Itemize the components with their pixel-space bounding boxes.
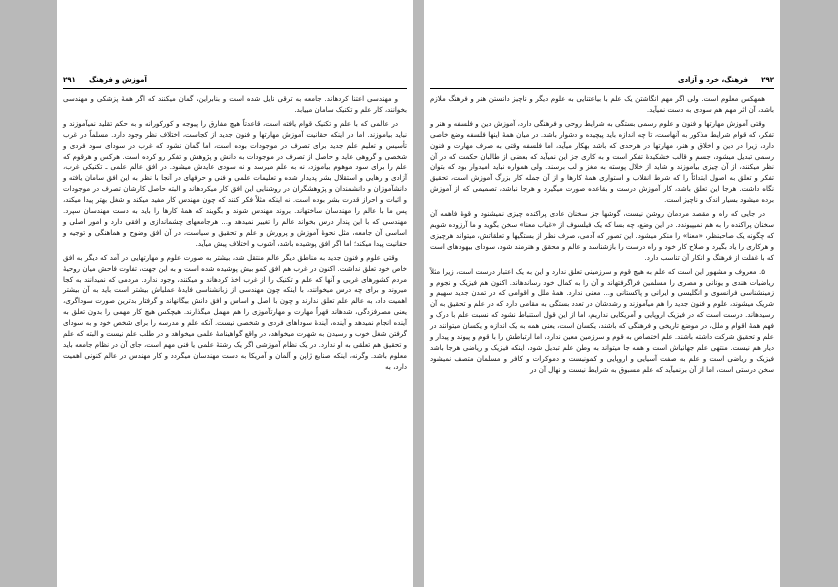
left-page-header (63, 74, 407, 89)
paragraph: در جایی که راه و مقصد مردمان روشن نیست، گوشها جز سخنان عادی پراکنده چیزی نمیشنود و قوهٔ فاهمه آن سخنان پراکنده را به هم نمیپیوندد. در این وضع، چه بسا که یک فیلسوف از «غیاب معنا» سخن بگوید و ما آرزوده شویم که چگونه یک صاحبنظر، «معنا» را منکر میشود. این تصور که آدمی، صرف نظر از بستگیها و تعلقاتش، میتواند هرچیزی و هرکاری را یاد بگیرد و صلاح کار خود و راه درست را بازشناسد و عالم و محقق و هنرمند شود، سودای بیهودهای است که با غفلت از فرهنگ و انکار آن تناسب دارد. (430, 209, 774, 262)
paragraph: وقتی علوم و فنون جدید به مناطق دیگر عالم منتقل شد، بیشتر به صورت علوم و مهارتهایی در آمد که دیگر به افق خاص خود تعلق نداشت. اکنون در غرب هم افق کمو بیش پوشیده شده است و به این جهت، تفاوت فاحش میان روحیهٔ مردم کشورهای غربی و آنها که علم و تکنیک را از غرب اخذ کردهاند و میکنند، وجود ندارد. مردمی که نمیدانند به کجا میروند و برای چه درس میخوانند، با اینکه چون مهندسی از زبانشناسی فایدهٔ عملیاش بیشتر است باید به آن بیشتر اهمیت داد، به عالم علم تعلق ندارند و چون با اصل و اساس و افق دانش بیگانهاند و گرفتار بدترین صورت سوداگری، یعنی مصرفزدگی، شدهاند قهراً مهارت و مهارتآموزی را هم مهمل میگذارند. هیچکس هیچ کار مهمی را بدون تعلق به آینده انجام نمیدهد و آینده، آیندهٔ سوداهای فردی و شخصی نیست. آنکه علم و مدرسه را برای شخص خود و به سودای گرفتن شغل خوب و رسیدن به شهرت میخواهد، در واقع گواهینامهٔ علمی میخواهد و در طلب علم نیست و البته که علم و تحقیق هم تعلقی به او ندارد. در یک نظام آموزشی اگر یک رشتهٔ علمی یا فنی مهم است، جای آن در نظام جامعه باید معلوم باشد. وگرنه، اینکه صنایع ژاپن و آلمان و آمریکا به دست مهندسان میگردد و کار مهندس در عالم کنونی اهمیت دارد، به (63, 252, 407, 371)
paragraph: وقتی آموزش مهارتها و فنون و علوم رسمی بستگی به شرایط روحی و فرهنگی دارد، آموزش دین و فلسفه و هنر و تفکر، که قوام شرایط مذکور به آنهاست، تا چه اندازه باید پیچیده و دشوار باشد. در میان همهٔ اینها فلسفه وضع خاصی دارد، زیرا در دین و اخلاق و هنر، مهارتها در هرحدی که باشد بهکار میآید، اما فلسفه وقتی به صرف مهارت و فنون رسمی تبدیل میشود، جسم و قالب خشکیدهٔ تفکر است و به کاری جز این نمیآید که بعضی از طالبان حکمت که در آن نظر میکنند، از آن چیزی بیاموزند و شاید از خلال پوسته به مغز و لب برسند. ولی همواره نباید امیدوار بود که بتوان تفکر و تعلق به اصول ابتدائاً را که شرط انقلاب و استواری همهٔ کارها و از آن جمله کار بزرگ آموزش است، تحقیق نگاه داشت. هرجا این تعلق باشد، کار آموزش درست و بقاعده صورت میگیرد و هرجا نباشد، تصمیمی که از آموزش برده میشود بسیار اندک و ناچیز است. (430, 118, 774, 205)
paragraph: همهکس معلوم است. ولی اگر مهم انگاشتن یک علم با بیاعتنایی به علوم دیگر و ناچیز دانستن هنر و فرهنگ ملازم باشد، آن اثر مهم هم سودی به دست نمیآید. (430, 94, 774, 114)
paragraph: در عالمی که با علم و تکنیک قوام یافته است، قاعدتاً هیچ مفارق را پیوجه و کورکورانه و به حکم تقلید نمیآموزند و نباید بیاموزند. اما در اینکه حقانیت آموزش مهارتها و فنون جدید از کجاست، اختلاف نظر وجود دارد. مسلماً در غرب تأسیس و تعلیم علم جدید برای تصرف در موجودات بوده است، اما گمان نشود که غرب در سودای سود فردی و شخصی و گروهی عاید و حاصل از تصرف در موجودات به دانش و پژوهش و تفکر رو کرده است. هرکس و هرقوم که علم را برای سود موهوم بیاموزد، نه به علم میرسد و نه سودی عایدش میشود. در افق عالم علمی ـ تکنیکی غرب، آزادی و رهایی و استقلال بشر پدیدار شده و تعلیمات علمی و فنی و حرفهای در آنجا با نظر به این افق سامان یافته و دانشآموزان و دانشمندان و پژوهشگران در روشنایی این افق کار میکردهاند و البته حاصل کارشان تصرف در موجودات و اثبات و احراز قدرت بشر بوده است. نه اینکه مثلاً فکر کنند که چون مهندس کار مفید میکند و شغل بهتر پیدا میکند، پس ما با عالم را مهندسان ساختهاند. بروند مهندس شوند و بگویند که همهٔ کارها را باید به دست مهندسان سپرد. مهندسی که با این پندار درس بخواند عالم را تغییر نمیدهد و... هرجامعهای چشماندازی و افقی دارد و امور اصلی و اساسی آن جامعه، مثل نحوهٔ آموزش و پرورش و علم و تحقیق و سیاست، در آن افق وضوح و هماهنگی و توجیه و حقانیت پیدا میکند؛ اما اگر افق پوشیده باشد، آشوب و اختلاف پیش میآید. (63, 118, 407, 248)
right-page-body (430, 94, 774, 575)
right-page (424, 0, 780, 587)
paragraph: ۵. معروف و مشهور این است که علم به هیچ قوم و سرزمینی تعلق ندارد و این به یک اعتبار درست است، زیرا مثلاً ریاضیات هندی و یونانی و مصری را مسلمین فراگرفتهاند و آن را به کمال خود رساندهاند. اکنون هم فیزیک و نجوم و زمینشناسی فرانسوی و انگلیسی و ایرانی و پاکستانی و... معنی ندارد. همهٔ ملل و اقوامی که در تمدن جدید سهیم و شریک میشوند، علوم و فنون جدید را هم میآموزند و رشدشان در تعدد بستگی به مقامی دارد که در علم و تحقیق به آن رسیدهاند. درست است که در فیزیک اروپایی و آمریکایی نداریم، اما از این قول استنباط نشود که نسبت علم با درک و فهم همهٔ اقوام و ملل، در موضع تاریخی و فرهنگی که باشند، یکسان است، یعنی همه به یک اندازه و یکسان میتوانند در علم و تحقیق شرکت داشته باشند. علم اختصاص به قوم و سرزمین معین ندارد، اما ارتباطش را با قوم و پیوند و پیدار و دیار هم نیست. منتهی علم جهانیاش است و همه جا میتواند به وطن علم تبدیل شود، اینکه فیزیک و ریاضی هرجا باشد فیزیک و ریاضی است و علم به صفت آسیایی و اروپایی و کمونیست و دموکرات و کافر و مسلمان متصف نمیشود سخن درستی است، اما از آن برنمیآید که علم مسبوق به شرایط نیست و نهال آن در (430, 266, 774, 374)
right-running-title: فرهنگ، خرد و آزادی (678, 76, 748, 84)
paragraph: و مهندسی اعتنا کردهاند. جامعه به ترقی نایل شده است و بنابراین، گمان میکنند که اگر همهٔ پزشکی و مهندسی بخوانند، کار علم و تکنیک سامان مییابد. (63, 94, 407, 114)
left-page (57, 0, 413, 587)
page-gutter (413, 0, 424, 587)
left-running-title: آموزش و فرهنگ (89, 76, 147, 84)
right-page-number: ۲۹۲ (761, 76, 774, 84)
left-page-body (63, 94, 407, 575)
right-page-header (430, 74, 774, 89)
left-page-number: ۲۹۱ (63, 76, 76, 84)
